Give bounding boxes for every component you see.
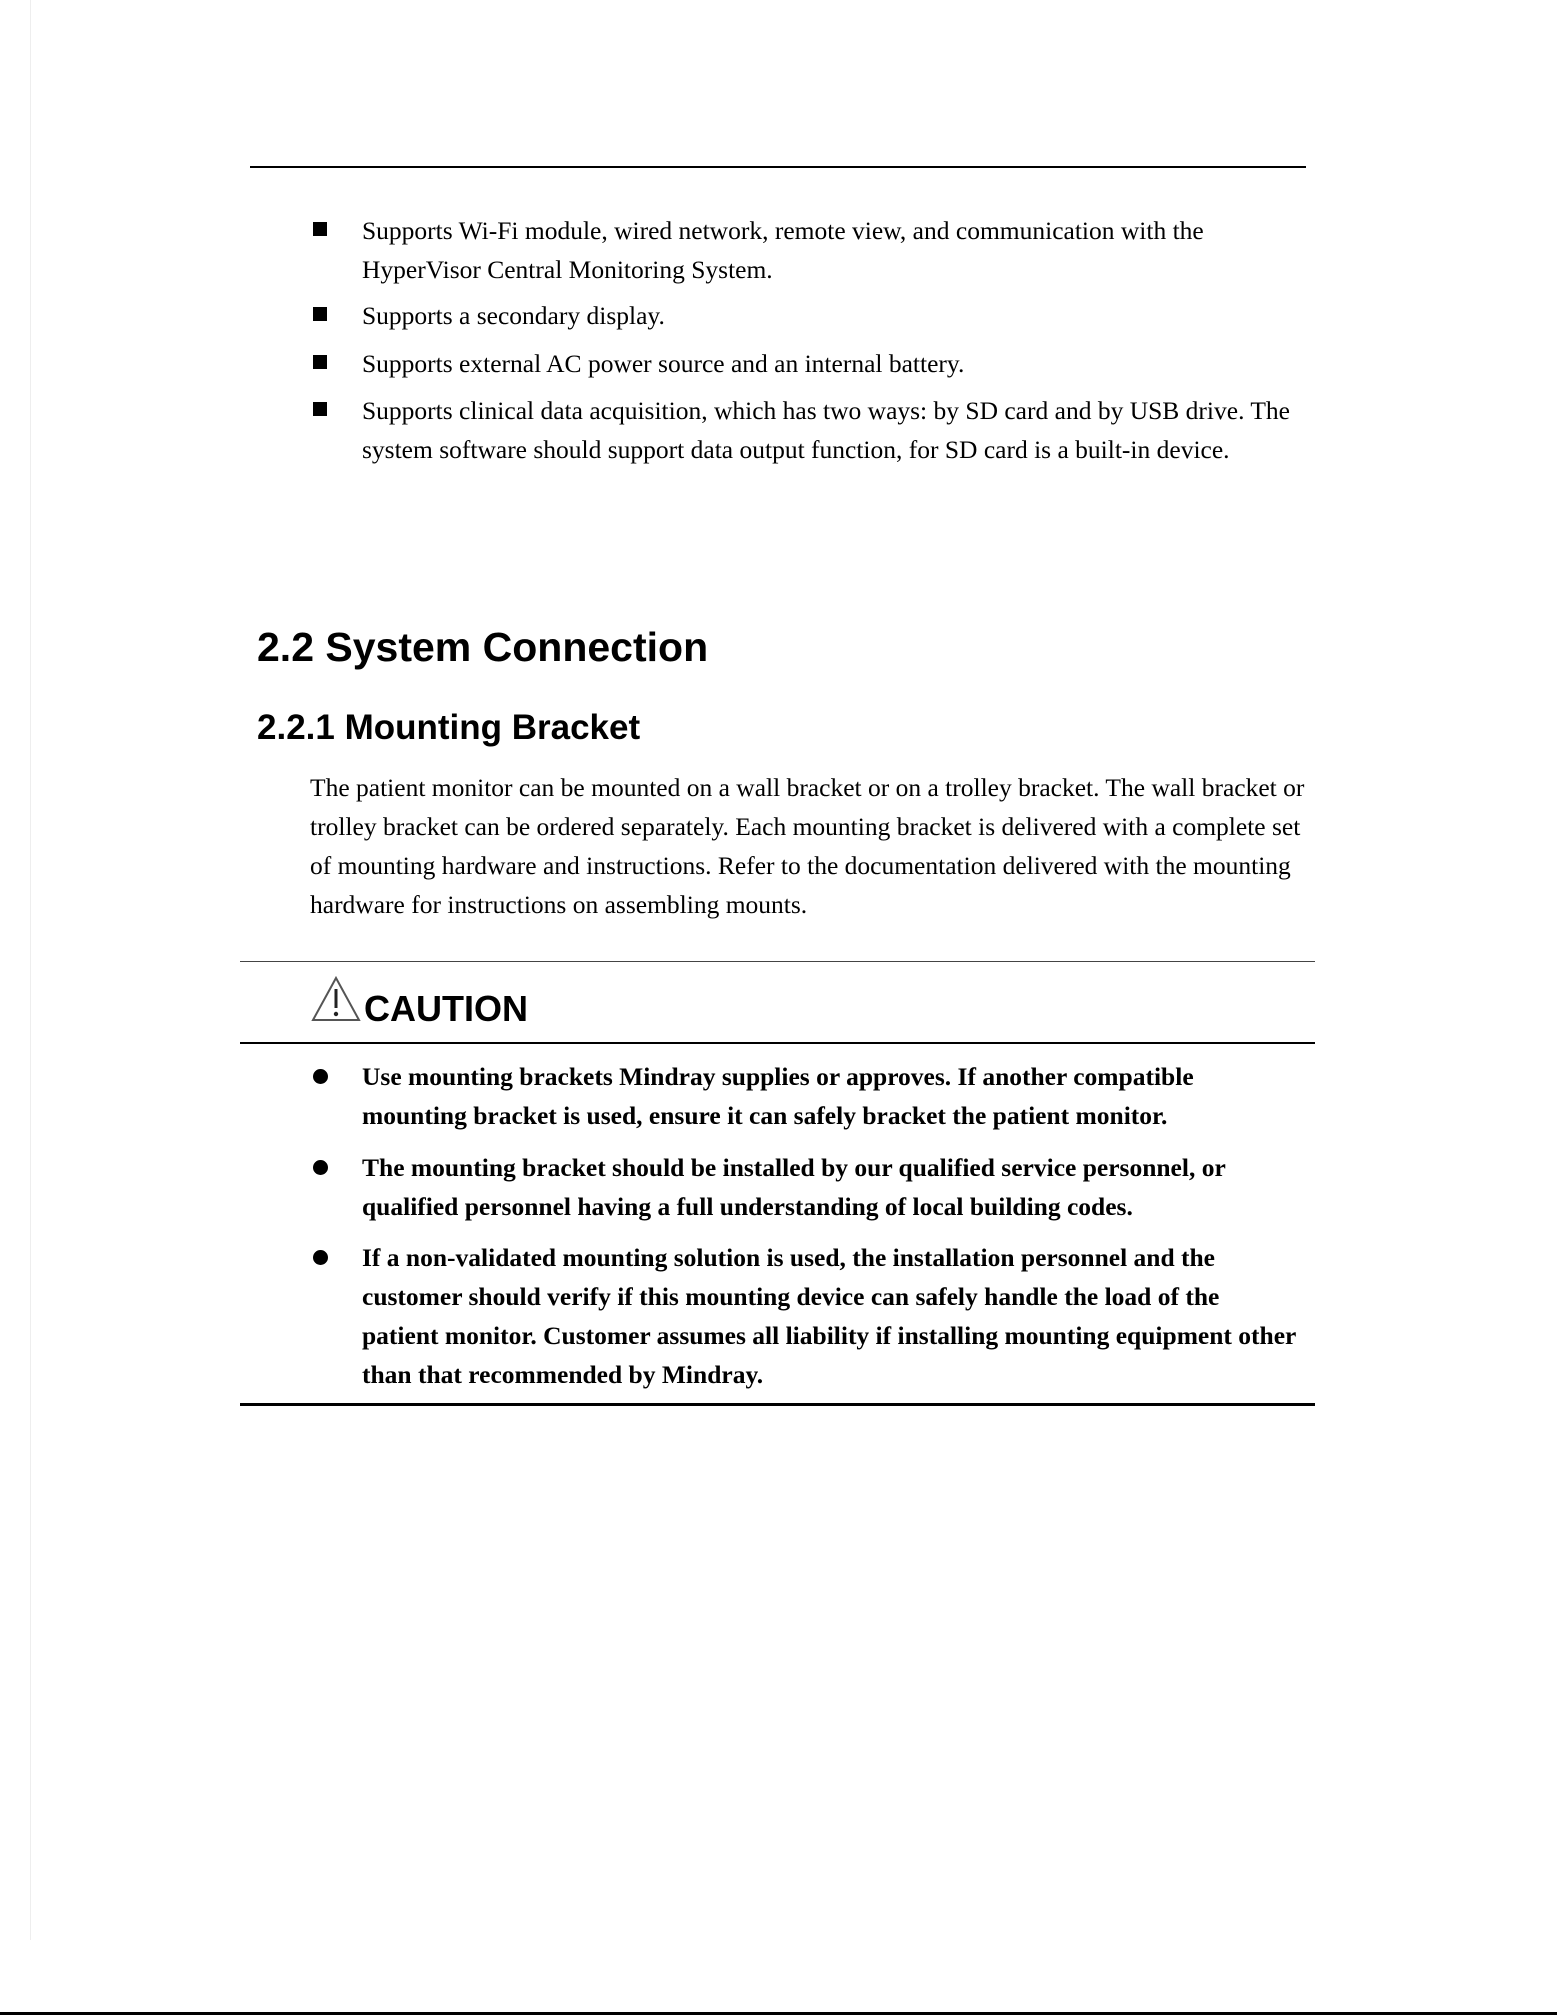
caution-divider <box>240 1042 1315 1044</box>
header-rule <box>250 166 1306 168</box>
bullet-square-icon <box>313 222 327 236</box>
bullet-square-icon <box>313 402 327 416</box>
feature-item: Supports a secondary display. <box>362 301 665 330</box>
bullet-dot-icon <box>313 1069 328 1084</box>
feature-item: Supports clinical data acquisition, which has two ways: by SD card and by USB drive. The system software should support data output function, for SD card is a built-in device. <box>362 396 1290 464</box>
feature-item: Supports Wi-Fi module, wired network, remote view, and communication with the HyperVisor Central Monitoring System. <box>362 216 1204 284</box>
bullet-square-icon <box>313 307 327 321</box>
caution-top-rule <box>240 961 1315 962</box>
feature-item: Supports external AC power source and an internal battery. <box>362 349 965 378</box>
bullet-dot-icon <box>313 1160 328 1175</box>
bullet-square-icon <box>313 355 327 369</box>
left-margin-line <box>30 0 31 1940</box>
caution-item: Use mounting brackets Mindray supplies or approves. If another compatible mounting bracket is used, ensure it can safely bracket the patient monitor. <box>362 1062 1194 1130</box>
section-heading: 2.2 System Connection <box>257 624 709 670</box>
caution-item: If a non-validated mounting solution is used, the installation personnel and the customer should verify if this mounting device can safely handle the load of the patient monitor. Customer assumes all liability if installing mounting equipment other than that recommended by Mindray. <box>362 1243 1296 1389</box>
warning-triangle-icon <box>310 975 362 1023</box>
body-paragraph: The patient monitor can be mounted on a wall bracket or on a trolley bracket. The wall bracket or trolley bracket can be ordered separately. Each mounting bracket is delivered with a complete set of mounting hardware and instructions. Refer to the documentation delivered with the mounting hardware for instructions on assembling mounts. <box>310 773 1305 919</box>
caution-bottom-rule <box>240 1403 1315 1406</box>
subsection-heading: 2.2.1 Mounting Bracket <box>257 708 641 747</box>
caution-title: CAUTION <box>364 988 528 1029</box>
bullet-dot-icon <box>313 1250 328 1265</box>
caution-item: The mounting bracket should be installed by our qualified service personnel, or qualified personnel having a full understanding of local building codes. <box>362 1153 1226 1221</box>
